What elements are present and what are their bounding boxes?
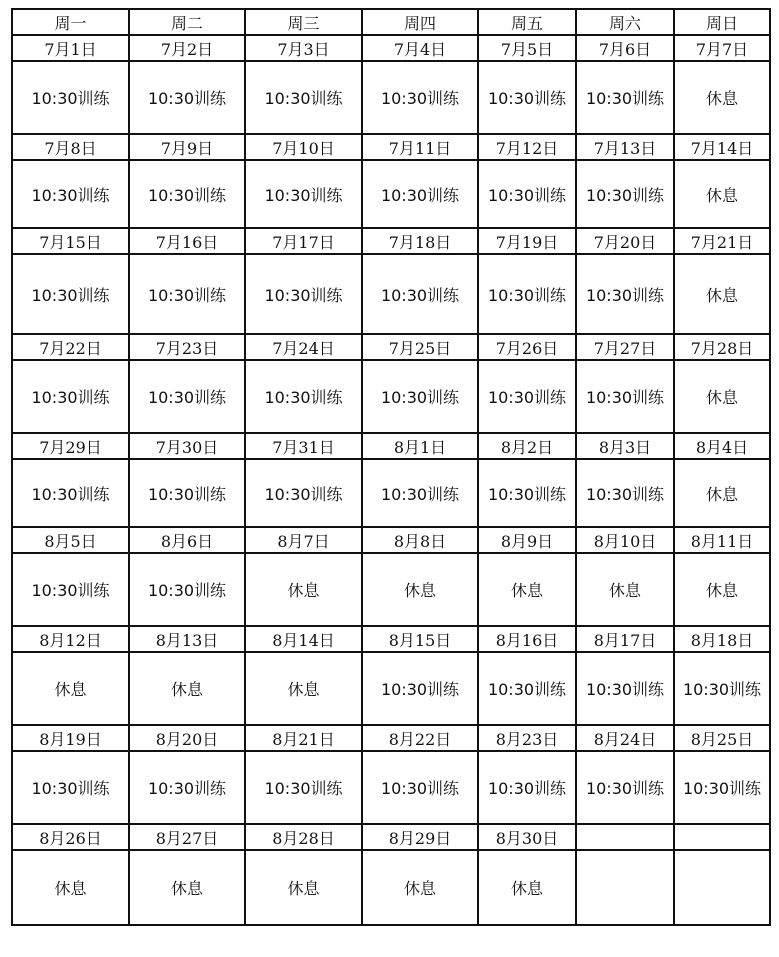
activity-cell: 10:30训练: [12, 553, 129, 626]
activity-cell: 休息: [129, 850, 245, 925]
date-cell: 8月3日: [576, 433, 674, 459]
date-cell: 7月11日: [362, 134, 478, 160]
date-cell: 7月24日: [245, 334, 362, 360]
date-cell: [674, 824, 770, 850]
date-cell: 8月18日: [674, 626, 770, 652]
date-cell: 8月15日: [362, 626, 478, 652]
date-cell: 7月3日: [245, 35, 362, 61]
activity-cell: 休息: [674, 459, 770, 527]
date-cell: 8月1日: [362, 433, 478, 459]
activity-cell: 10:30训练: [129, 360, 245, 433]
date-cell: 8月25日: [674, 725, 770, 751]
date-cell: 7月6日: [576, 35, 674, 61]
date-cell: 7月26日: [478, 334, 576, 360]
activity-cell: 10:30训练: [245, 254, 362, 334]
activity-cell: 休息: [245, 652, 362, 725]
date-row: [12, 334, 770, 360]
activity-cell: 10:30训练: [478, 751, 576, 824]
activity-cell: 休息: [674, 254, 770, 334]
activity-cell: 10:30训练: [129, 61, 245, 134]
activity-cell: 10:30训练: [362, 459, 478, 527]
weekday-header: 周四: [362, 9, 478, 35]
activity-cell: 10:30训练: [576, 61, 674, 134]
activity-cell: 休息: [362, 553, 478, 626]
date-cell: 8月23日: [478, 725, 576, 751]
date-cell: 8月12日: [12, 626, 129, 652]
date-row: [12, 527, 770, 553]
date-cell: 8月26日: [12, 824, 129, 850]
date-cell: 8月8日: [362, 527, 478, 553]
activity-cell: 10:30训练: [129, 553, 245, 626]
activity-cell: 10:30训练: [12, 459, 129, 527]
activity-row: [12, 61, 770, 134]
activity-cell: 10:30训练: [576, 459, 674, 527]
date-cell: 7月1日: [12, 35, 129, 61]
activity-cell: 10:30训练: [129, 751, 245, 824]
date-cell: 7月15日: [12, 228, 129, 254]
date-cell: 7月23日: [129, 334, 245, 360]
activity-cell: 10:30训练: [129, 459, 245, 527]
activity-cell: 休息: [129, 652, 245, 725]
activity-cell: 10:30训练: [129, 254, 245, 334]
activity-cell: 休息: [12, 652, 129, 725]
activity-cell: 休息: [674, 360, 770, 433]
date-cell: 8月28日: [245, 824, 362, 850]
activity-cell: 10:30训练: [478, 254, 576, 334]
date-cell: 7月16日: [129, 228, 245, 254]
activity-cell: 休息: [478, 553, 576, 626]
weekday-header: 周二: [129, 9, 245, 35]
activity-cell: 10:30训练: [12, 360, 129, 433]
date-cell: 7月27日: [576, 334, 674, 360]
date-row: [12, 433, 770, 459]
date-cell: 7月28日: [674, 334, 770, 360]
weekday-header: 周一: [12, 9, 129, 35]
activity-row: [12, 553, 770, 626]
activity-cell: 休息: [576, 553, 674, 626]
activity-cell: 10:30训练: [478, 360, 576, 433]
activity-cell: 休息: [674, 160, 770, 228]
weekday-header-row: [12, 9, 770, 35]
activity-row: [12, 652, 770, 725]
activity-row: [12, 459, 770, 527]
activity-cell: 10:30训练: [362, 360, 478, 433]
weekday-header: 周六: [576, 9, 674, 35]
date-cell: 7月7日: [674, 35, 770, 61]
date-cell: 7月17日: [245, 228, 362, 254]
date-cell: 8月13日: [129, 626, 245, 652]
date-cell: 7月20日: [576, 228, 674, 254]
activity-cell: 10:30训练: [478, 459, 576, 527]
date-cell: 7月25日: [362, 334, 478, 360]
date-cell: 8月22日: [362, 725, 478, 751]
activity-cell: 10:30训练: [362, 160, 478, 228]
date-cell: 8月14日: [245, 626, 362, 652]
date-cell: 7月19日: [478, 228, 576, 254]
date-cell: 7月10日: [245, 134, 362, 160]
activity-cell: 10:30训练: [12, 751, 129, 824]
date-cell: 8月10日: [576, 527, 674, 553]
activity-cell: 10:30训练: [362, 751, 478, 824]
activity-row: [12, 751, 770, 824]
activity-cell: 10:30训练: [478, 61, 576, 134]
activity-row: [12, 850, 770, 925]
activity-cell: 10:30训练: [245, 751, 362, 824]
date-cell: 8月6日: [129, 527, 245, 553]
date-row: [12, 228, 770, 254]
date-cell: 7月14日: [674, 134, 770, 160]
activity-cell: 10:30训练: [576, 751, 674, 824]
date-cell: 8月16日: [478, 626, 576, 652]
date-cell: 8月30日: [478, 824, 576, 850]
activity-row: [12, 254, 770, 334]
date-cell: 8月5日: [12, 527, 129, 553]
date-row: [12, 824, 770, 850]
activity-cell: 10:30训练: [129, 160, 245, 228]
date-cell: 7月12日: [478, 134, 576, 160]
activity-row: [12, 360, 770, 433]
date-cell: 8月29日: [362, 824, 478, 850]
weekday-header: 周日: [674, 9, 770, 35]
activity-cell: 休息: [12, 850, 129, 925]
date-cell: 8月21日: [245, 725, 362, 751]
date-cell: 8月24日: [576, 725, 674, 751]
date-cell: 8月9日: [478, 527, 576, 553]
date-cell: 8月7日: [245, 527, 362, 553]
activity-cell: 10:30训练: [362, 652, 478, 725]
activity-cell: 10:30训练: [245, 160, 362, 228]
activity-cell: 休息: [245, 850, 362, 925]
activity-cell: 10:30训练: [576, 160, 674, 228]
activity-cell: [576, 850, 674, 925]
activity-cell: 10:30训练: [362, 61, 478, 134]
activity-cell: 10:30训练: [674, 751, 770, 824]
date-cell: 8月27日: [129, 824, 245, 850]
date-cell: 8月11日: [674, 527, 770, 553]
date-cell: 8月19日: [12, 725, 129, 751]
activity-cell: 10:30训练: [478, 652, 576, 725]
activity-cell: 休息: [674, 553, 770, 626]
date-cell: 8月2日: [478, 433, 576, 459]
activity-cell: 10:30训练: [12, 254, 129, 334]
date-cell: 8月17日: [576, 626, 674, 652]
weekday-header: 周五: [478, 9, 576, 35]
activity-cell: 10:30训练: [245, 459, 362, 527]
activity-row: [12, 160, 770, 228]
schedule-table: [11, 8, 771, 926]
date-cell: 7月13日: [576, 134, 674, 160]
date-cell: 7月4日: [362, 35, 478, 61]
date-cell: [576, 824, 674, 850]
activity-cell: 10:30训练: [12, 61, 129, 134]
date-row: [12, 725, 770, 751]
activity-cell: 10:30训练: [576, 360, 674, 433]
date-cell: 7月5日: [478, 35, 576, 61]
date-row: [12, 626, 770, 652]
date-cell: 7月2日: [129, 35, 245, 61]
activity-cell: 10:30训练: [245, 61, 362, 134]
activity-cell: 10:30训练: [478, 160, 576, 228]
activity-cell: 休息: [245, 553, 362, 626]
date-cell: 7月18日: [362, 228, 478, 254]
date-cell: 7月30日: [129, 433, 245, 459]
activity-cell: 10:30训练: [674, 652, 770, 725]
date-cell: 7月29日: [12, 433, 129, 459]
date-row: [12, 35, 770, 61]
activity-cell: 休息: [478, 850, 576, 925]
activity-cell: 10:30训练: [576, 254, 674, 334]
date-row: [12, 134, 770, 160]
date-cell: 7月9日: [129, 134, 245, 160]
activity-cell: 10:30训练: [362, 254, 478, 334]
date-cell: 7月31日: [245, 433, 362, 459]
activity-cell: 10:30训练: [12, 160, 129, 228]
weekday-header: 周三: [245, 9, 362, 35]
date-cell: 7月22日: [12, 334, 129, 360]
date-cell: 7月21日: [674, 228, 770, 254]
date-cell: 8月20日: [129, 725, 245, 751]
activity-cell: 10:30训练: [245, 360, 362, 433]
activity-cell: 休息: [674, 61, 770, 134]
date-cell: 8月4日: [674, 433, 770, 459]
activity-cell: [674, 850, 770, 925]
activity-cell: 休息: [362, 850, 478, 925]
activity-cell: 10:30训练: [576, 652, 674, 725]
date-cell: 7月8日: [12, 134, 129, 160]
